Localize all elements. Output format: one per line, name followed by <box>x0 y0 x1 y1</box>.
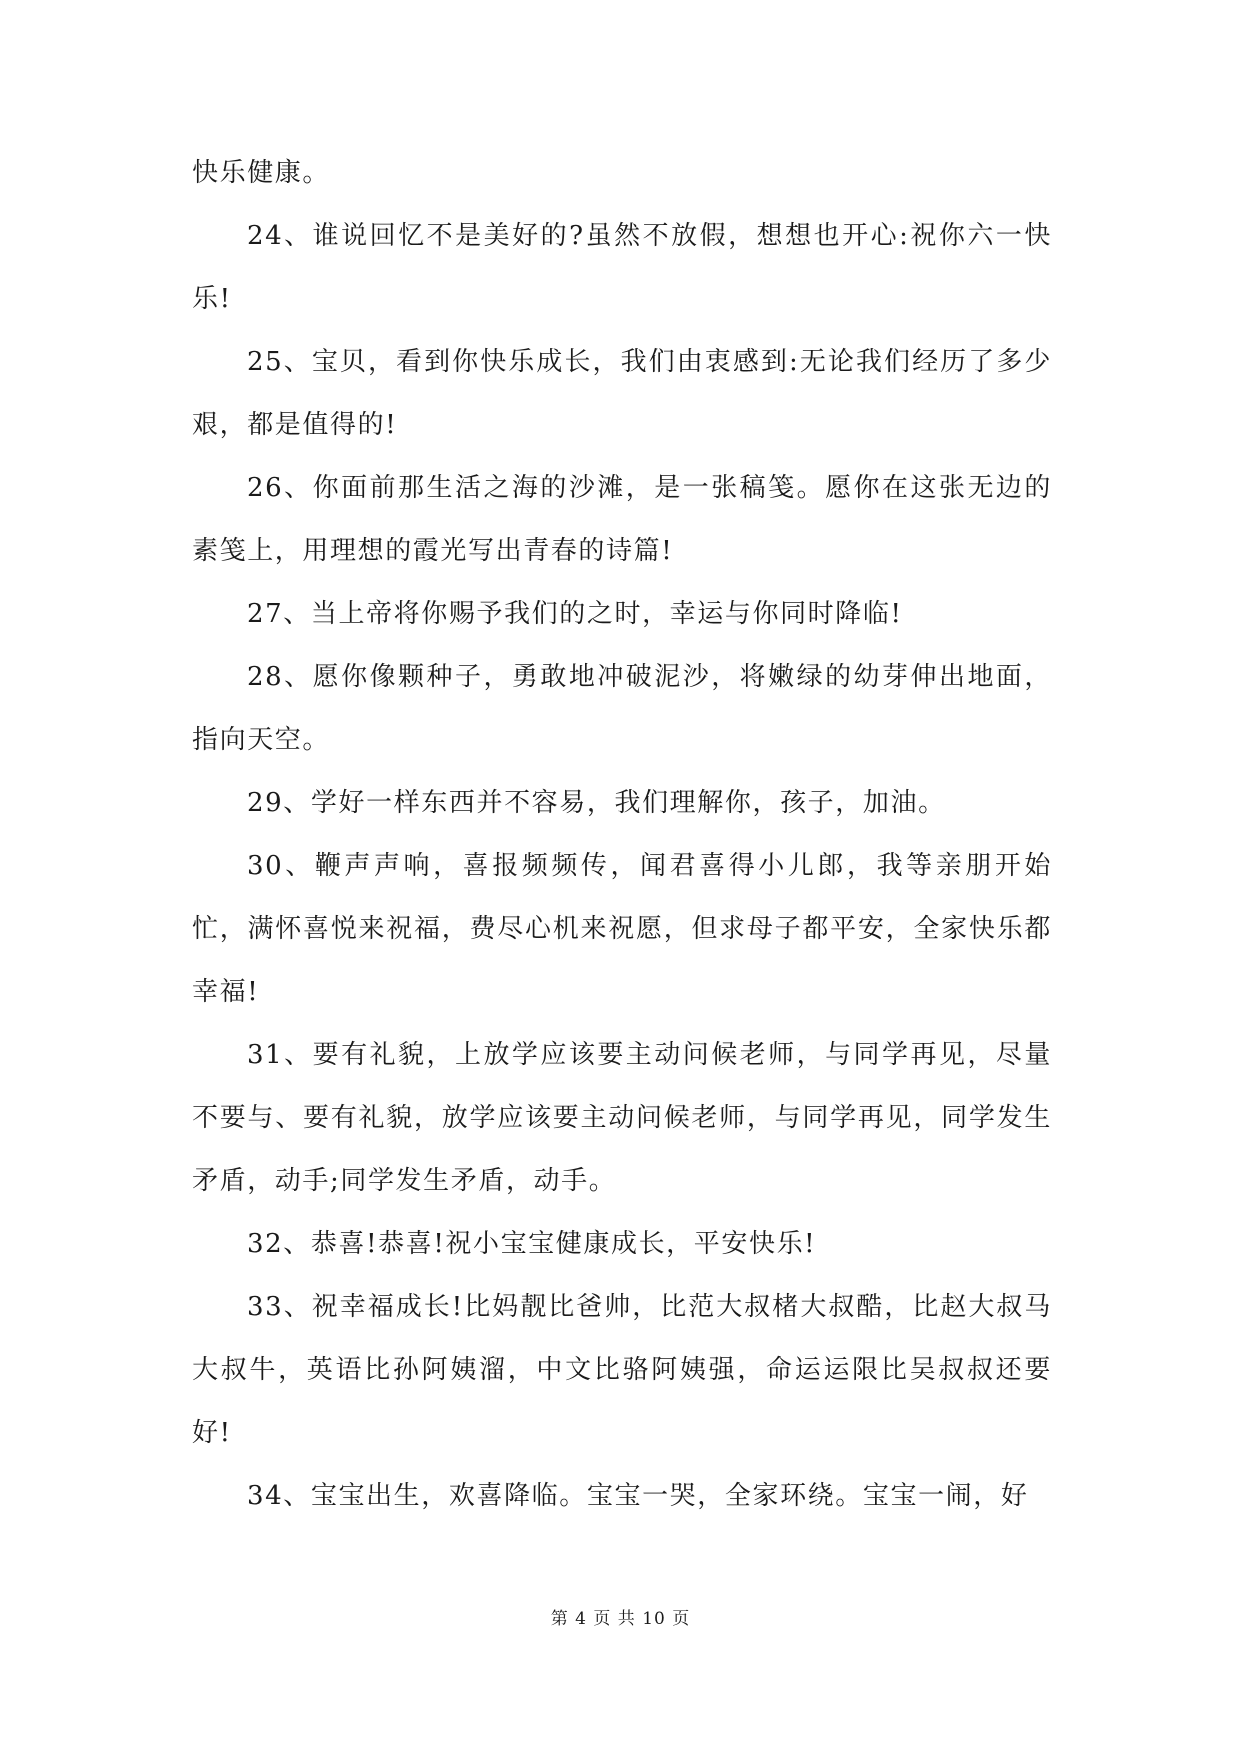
page-number-footer: 第 4 页 共 10 页 <box>550 1609 691 1629</box>
paragraph: 24、谁说回忆不是美好的?虽然不放假，想想也开心:祝你六一快乐! <box>192 221 1052 314</box>
paragraph: 33、祝幸福成长!比妈靓比爸帅，比范大叔楮大叔酷，比赵大叔马大叔牛，英语比孙阿姨溜，中文比骆阿姨强，命运运限比吴叔叔还要好! <box>192 1292 1052 1448</box>
paragraph: 30、鞭声声响，喜报频频传，闻君喜得小儿郎，我等亲朋开始忙，满怀喜悦来祝福，费尽心机来祝愿，但求母子都平安，全家快乐都幸福! <box>192 851 1052 1007</box>
paragraph: 26、你面前那生活之海的沙滩，是一张稿笺。愿你在这张无边的素笺上，用理想的霞光写出青春的诗篇! <box>192 473 1052 566</box>
paragraph: 31、要有礼貌，上放学应该要主动问候老师，与同学再见，尽量不要与、要有礼貌，放学应该要主动问候老师，与同学再见，同学发生矛盾，动手;同学发生矛盾，动手。 <box>192 1040 1052 1196</box>
paragraph: 32、恭喜!恭喜!祝小宝宝健康成长，平安快乐! <box>247 1229 817 1259</box>
paragraph: 27、当上帝将你赐予我们的之时，幸运与你同时降临! <box>247 599 903 629</box>
paragraph: 29、学好一样东西并不容易，我们理解你，孩子，加油。 <box>247 788 946 818</box>
paragraph: 34、宝宝出生，欢喜降临。宝宝一哭，全家环绕。宝宝一闹，好 <box>247 1481 1029 1511</box>
document-body <box>192 142 1052 1528</box>
paragraph: 28、愿你像颗种子，勇敢地冲破泥沙，将嫩绿的幼芽伸出地面，指向天空。 <box>192 662 1052 755</box>
paragraph: 快乐健康。 <box>192 158 331 188</box>
paragraph: 25、宝贝，看到你快乐成长，我们由衷感到:无论我们经历了多少艰，都是值得的! <box>192 347 1052 440</box>
